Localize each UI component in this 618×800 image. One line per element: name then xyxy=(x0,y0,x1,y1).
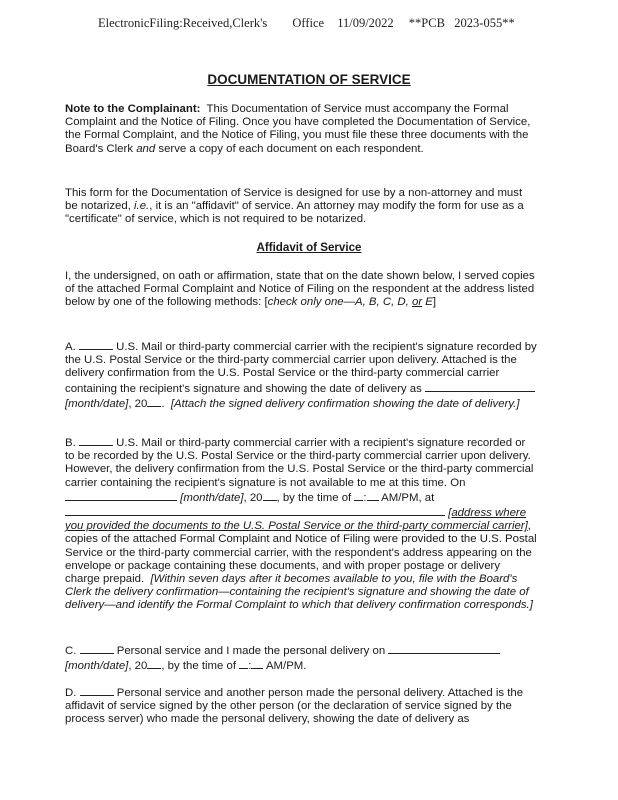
intro-check: check only one—A, B, C, D, xyxy=(267,296,409,309)
method-b-year: , 20 xyxy=(243,491,263,504)
method-a-month-date: [month/date] xyxy=(65,397,129,410)
method-c-year-blank[interactable] xyxy=(147,658,161,669)
method-b-text-1: U.S. Mail or third-party commercial carrier with a recipient's signature recorded or to be recorded by the U.S. Postal Service or the third-party commercial carrier upon delivery. However, the delivery confirmation from the U.S. Postal Service or the third-party commercial carrier containing the recipient's signature is not available to me at this time. On xyxy=(65,437,534,489)
method-d-letter: D. xyxy=(65,687,77,699)
method-b-minute-blank[interactable] xyxy=(367,490,379,501)
method-d-text: Personal service and another person made the personal delivery. Attached is the affidavit of service signed by the other person (or the declaration of service signed by the process server) who made the personal delivery, showing the date of delivery as xyxy=(65,687,524,726)
method-c-hour-blank[interactable] xyxy=(239,658,248,669)
filing-stamp-office: Office xyxy=(292,16,325,30)
intro-paragraph xyxy=(65,270,537,310)
affidavit-title: Affidavit of Service xyxy=(256,241,362,254)
method-c-ampm: AM/PM. xyxy=(265,660,307,673)
note-paragraph xyxy=(65,103,537,156)
method-b-address-blank[interactable] xyxy=(65,505,445,516)
intro-or: or xyxy=(411,296,423,309)
note-and: and xyxy=(136,142,156,155)
method-b-ampm: AM/PM, at xyxy=(381,491,435,504)
intro-text: I, the undersigned, on oath or affirmation, state that on the date shown below, I served copies of the attached Formal Complaint and Notice of Filing on the respondent at the address listed below by one of the following methods: [ xyxy=(65,270,535,309)
method-c-checkbox-blank[interactable] xyxy=(80,643,114,654)
method-d-checkbox-blank[interactable] xyxy=(80,685,114,696)
method-d-paragraph xyxy=(65,685,537,727)
method-a-text: U.S. Mail or third-party commercial carrier with the recipient's signature recorded by the U.S. Postal Service or the third-party commercial carrier upon delivery. Attached is the delivery confirmation from the U.S. Postal Service or the third-party commercial carrier containing the recipient's signature and showing the date of delivery as xyxy=(65,341,537,395)
method-a-letter: A. xyxy=(65,341,76,353)
method-a-period: . xyxy=(161,397,165,410)
method-b-letter: B. xyxy=(65,437,76,449)
method-b-paragraph: B. U.S. Mail or third-party commercial carrier with a recipient's signature recorded or to be recorded by the U.S. Postal Service or the third-party commercial carrier upon delivery. However, the delivery confirmation from the U.S. Postal Service or the third-party commercial carrier containing the recipient's signature is not available to me at this time. On [month/date], 20 , by the time of : AM/PM, at [address where you provided the documents to the U.S. Postal Service or the third-party commercial carrier], copies of the attached Formal Complaint and Notice of Filing were provided to the U.S. Postal Service or the third-party commercial carrier, with the respondent's address appearing on the envelope or package containing these documents, and with proper postage or delivery charge prepaid. [Within seven days after it becomes available to you, file with the Board's Clerk the delivery confirmation—containing the recipient's signature and showing the date of delivery—and identify the Formal Complaint to which that delivery confirmation corresponds.] xyxy=(65,437,537,612)
form-note-text-2: , it is an "affidavit" of service. An attorney may modify the form for use as a "certificate" of service, which is not required to be notarized. xyxy=(65,200,524,226)
method-b-month-date: [month/date] xyxy=(180,491,244,504)
method-b-text-2: , copies of the attached Formal Complaint and Notice of Filing were provided to the U.S. Postal Service or the third-party commercial carrier, with the respondent's address appearing on the envelope or package containing these documents, and with proper postage or delivery charge prepaid. xyxy=(65,520,537,586)
intro-close: ] xyxy=(432,296,437,309)
method-b-year-blank[interactable] xyxy=(263,490,277,501)
filing-stamp-date: 11/09/2022 xyxy=(337,16,394,30)
method-b-hour-blank[interactable] xyxy=(354,490,363,501)
method-a-date-blank[interactable] xyxy=(425,381,535,392)
note-text-1: This Documentation of Service must accompany the Formal Complaint and the Notice of Filing. Once you have completed the Documentation of Service, the Formal Complaint, and the Notice of Filing, you must file these three documents with the Board's Clerk xyxy=(65,103,531,155)
filing-stamp-text: ElectronicFiling:Received,Clerk's xyxy=(98,16,268,30)
method-c-month-date: [month/date] xyxy=(65,660,129,673)
method-a-checkbox-blank[interactable] xyxy=(79,339,113,350)
form-note-paragraph xyxy=(65,187,537,227)
method-c-text: Personal service and I made the personal delivery on xyxy=(116,645,386,657)
method-c-paragraph: C. Personal service and I made the personal delivery on [month/date], 20 , by the time of : AM/PM. xyxy=(65,643,537,673)
document-title: DOCUMENTATION OF SERVICE xyxy=(207,72,411,87)
form-note-text-1: This form for the Documentation of Service is designed for use by a non-attorney and must be notarized, xyxy=(65,187,523,213)
method-b-address-instruction: [address where you provided the documents to the U.S. Postal Service or the third-party commercial carrier] xyxy=(65,507,528,533)
method-c-time: , by the time of xyxy=(161,660,237,673)
method-a-year: , 20 xyxy=(128,397,148,410)
method-a-instruction: [Attach the signed delivery confirmation showing the date of delivery.] xyxy=(170,397,520,410)
form-note-ie: i.e. xyxy=(134,200,150,213)
method-b-checkbox-blank[interactable] xyxy=(79,435,113,446)
method-c-letter: C. xyxy=(65,645,77,657)
filing-stamp xyxy=(98,16,537,31)
method-c-minute-blank[interactable] xyxy=(251,658,263,669)
method-c-date-blank[interactable] xyxy=(388,643,500,654)
method-c-year: , 20 xyxy=(128,660,148,673)
note-text-2: serve a copy of each document on each respondent. xyxy=(158,142,424,155)
method-b-instruction: [Within seven days after it becomes available to you, file with the Board's Clerk the delivery confirmation—containing the recipient's signature and showing the date of delivery—and identify the Formal Complaint to which that delivery confirmation corresponds.] xyxy=(65,573,533,612)
method-a-year-blank[interactable] xyxy=(147,396,161,407)
filing-stamp-docket: **PCB 2023-055** xyxy=(408,16,515,30)
method-b-time: , by the time of xyxy=(276,491,352,504)
intro-e: E xyxy=(425,296,433,309)
note-label: Note to the Complainant: xyxy=(65,103,201,115)
method-a-paragraph xyxy=(65,339,537,411)
method-b-date-blank[interactable] xyxy=(65,490,177,501)
